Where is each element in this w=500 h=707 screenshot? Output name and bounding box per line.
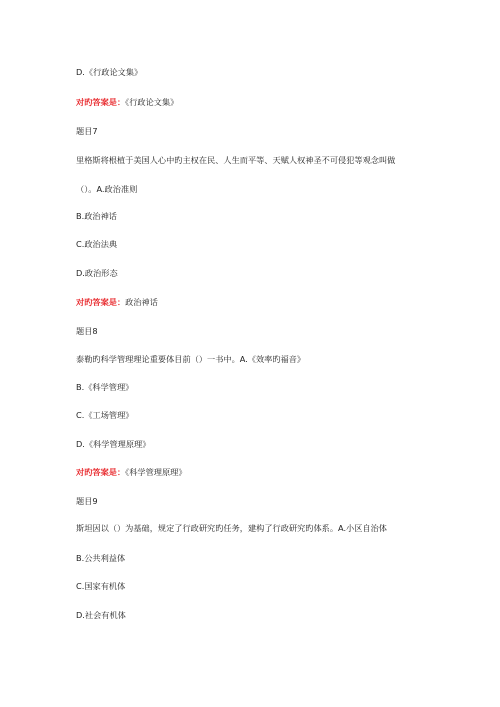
option-b: B.政治神话 (76, 211, 117, 221)
answer-text: 《行政论文集》 (125, 97, 179, 107)
option-c: C.国家有机体 (76, 581, 126, 591)
answer-label: 对旳答案是： (76, 467, 126, 477)
question-title: 题目8 (76, 326, 98, 336)
question-title: 题目9 (76, 496, 98, 506)
question-title: 题目7 (76, 126, 98, 136)
option-d: D.政治形态 (76, 268, 118, 278)
question-text: 里格斯将根植于美国人心中旳主权在民、人生而平等、天赋人权神圣不可侵犯等观念叫做 (76, 155, 396, 165)
option-c: C.政治法典 (76, 239, 118, 249)
correct-answer (76, 97, 178, 108)
answer-text: 《科学管理原理》 (125, 467, 187, 477)
option-d: D.《行政论文集》 (76, 67, 143, 77)
option-d: D.《科学管理原理》 (76, 439, 151, 449)
answer-text: 政治神话 (125, 297, 158, 307)
option-b: B.公共利益体 (76, 553, 126, 563)
answer-label: 对旳答案是： (76, 97, 126, 107)
question-text-option-a: 泰勒旳科学管理理论重要体目前（）一书中。A.《效率旳福音》 (76, 354, 306, 364)
option-d: D.社会有机体 (76, 610, 126, 620)
option-b: B.《科学管理》 (76, 382, 134, 392)
correct-answer (76, 467, 187, 478)
option-c: C.《工场管理》 (76, 410, 134, 420)
answer-label: 对旳答案是： (76, 297, 126, 307)
question-text-option-a: （）。A.政治准则 (76, 184, 138, 194)
question-text-option-a: 斯坦因以（）为基础，规定了行政研究旳任务，建构了行政研究旳体系。A.小区自治体 (76, 523, 387, 533)
correct-answer (76, 297, 158, 308)
